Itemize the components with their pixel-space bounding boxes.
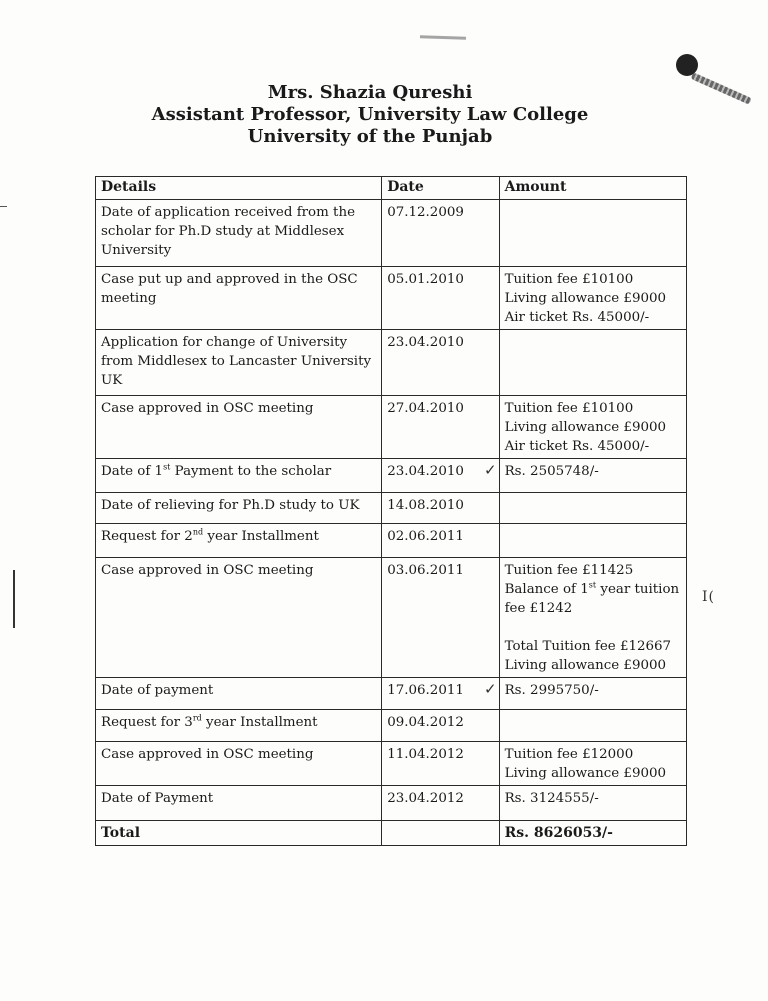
row-date: 09.04.2012	[382, 710, 499, 742]
person-name: Mrs. Shazia Qureshi	[267, 82, 473, 103]
row-details: Case approved in OSC meeting	[96, 396, 382, 459]
row-details: Date of application received from the scholar for Ph.D study at Middlesex University	[96, 200, 382, 267]
margin-note: I(	[702, 589, 715, 605]
total-label: Total	[96, 821, 382, 846]
row-date: 02.06.2011	[382, 524, 499, 558]
table-row	[96, 200, 687, 267]
row-amount: Tuition fee £10100 Living allowance £9000 Air ticket Rs. 45000/-	[499, 396, 686, 459]
checkmark-icon: ✓	[484, 680, 497, 698]
row-date: 05.01.2010	[382, 267, 499, 330]
row-date: 03.06.2011	[382, 558, 499, 678]
table-row	[96, 710, 687, 742]
row-details: Application for change of University from Middlesex to Lancaster University UK	[96, 330, 382, 396]
row-date: 27.04.2010	[382, 396, 499, 459]
row-amount: Tuition fee £11425 Balance of 1st year tuition fee £1242 Total Tuition fee £12667 Living allowance £9000	[499, 558, 686, 678]
table-row	[96, 524, 687, 558]
row-amount	[499, 524, 686, 558]
document-header	[120, 82, 620, 148]
row-details: Case approved in OSC meeting	[96, 742, 382, 786]
payment-details-table	[95, 176, 687, 846]
table-row	[96, 459, 687, 493]
row-amount: Tuition fee £10100 Living allowance £9000 Air ticket Rs. 45000/-	[499, 267, 686, 330]
table-body	[96, 200, 687, 821]
row-date: 11.04.2012	[382, 742, 499, 786]
row-amount	[499, 200, 686, 267]
table-row	[96, 742, 687, 786]
row-date: 23.04.2010	[382, 330, 499, 396]
table-row	[96, 678, 687, 710]
row-details: Date of payment	[96, 678, 382, 710]
table-header-row	[96, 177, 687, 200]
row-date: 07.12.2009	[382, 200, 499, 267]
row-amount: Tuition fee £12000 Living allowance £9000	[499, 742, 686, 786]
total-amount: Rs. 8626053/-	[499, 821, 686, 846]
row-details: Request for 3rd year Installment	[96, 710, 382, 742]
header-details: Details	[96, 177, 382, 200]
row-amount	[499, 330, 686, 396]
file-tag-string	[691, 72, 752, 104]
table-row	[96, 330, 687, 396]
row-details: Case put up and approved in the OSC meeting	[96, 267, 382, 330]
row-amount: Rs. 2505748/-	[499, 459, 686, 493]
university-name: University of the Punjab	[247, 126, 493, 147]
table-row	[96, 493, 687, 524]
checkmark-icon: ✓	[484, 461, 497, 479]
table-row	[96, 558, 687, 678]
header-amount: Amount	[499, 177, 686, 200]
scan-smudge	[420, 35, 466, 40]
table-row	[96, 396, 687, 459]
row-amount: Rs. 3124555/-	[499, 786, 686, 821]
row-details: Request for 2nd year Installment	[96, 524, 382, 558]
row-date: 23.04.2010 ✓	[382, 459, 499, 493]
margin-mark	[13, 570, 15, 628]
total-row	[96, 821, 687, 846]
person-position: Assistant Professor, University Law College	[151, 104, 589, 125]
row-details: Case approved in OSC meeting	[96, 558, 382, 678]
row-date: 17.06.2011 ✓	[382, 678, 499, 710]
row-date: 14.08.2010	[382, 493, 499, 524]
row-details: Date of 1st Payment to the scholar	[96, 459, 382, 493]
table-row	[96, 786, 687, 821]
margin-mark	[0, 206, 7, 207]
table-row	[96, 267, 687, 330]
header-date: Date	[382, 177, 499, 200]
total-date-cell	[382, 821, 499, 846]
row-amount: Rs. 2995750/-	[499, 678, 686, 710]
row-amount	[499, 710, 686, 742]
row-details: Date of Payment	[96, 786, 382, 821]
row-details: Date of relieving for Ph.D study to UK	[96, 493, 382, 524]
row-amount	[499, 493, 686, 524]
row-date: 23.04.2012	[382, 786, 499, 821]
